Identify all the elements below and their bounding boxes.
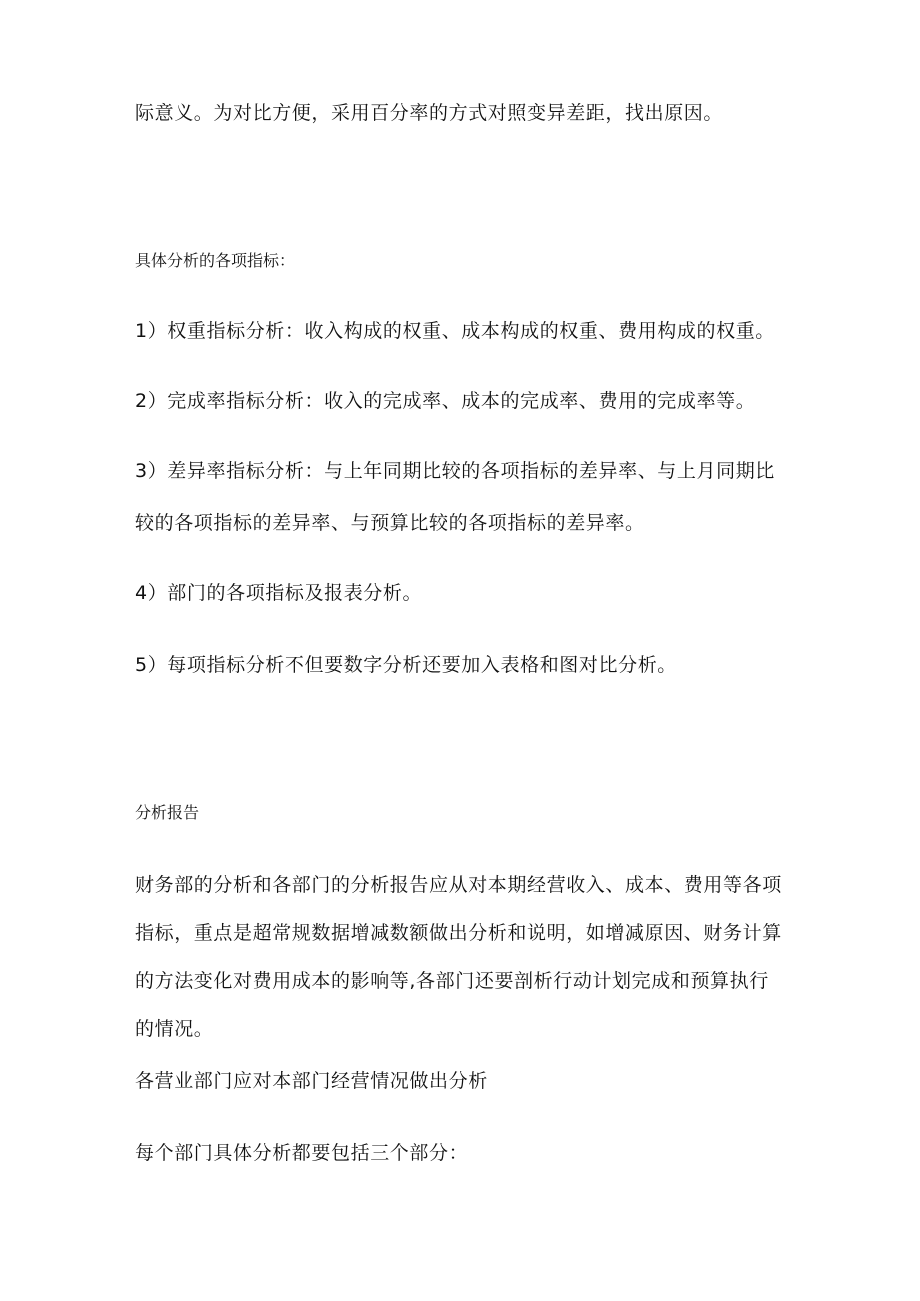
list-item-continuation: 较的各项指标的差异率、与预算比较的各项指标的差异率。 [135,512,645,534]
report-paragraph-line: 的方法变化对费用成本的影响等,各部门还要剖析行动计划完成和预算执行 [135,970,769,992]
list-item: 1）权重指标分析：收入构成的权重、成本构成的权重、费用构成的权重。 [135,320,775,342]
report-heading: 分析报告 [135,803,200,822]
list-item: 3）差异率指标分析：与上年同期比较的各项指标的差异率、与上月同期比 [135,460,775,482]
list-item: 2）完成率指标分析：收入的完成率、成本的完成率、费用的完成率等。 [135,390,756,412]
report-paragraph-line: 财务部的分析和各部门的分析报告应从对本期经营收入、成本、费用等各项 [135,874,782,896]
dept-line: 各营业部门应对本部门经营情况做出分析 [135,1070,488,1092]
intro-line: 际意义。为对比方便，采用百分率的方式对照变异差距，找出原因。 [135,102,724,124]
report-paragraph-line: 的情况。 [135,1018,214,1040]
report-paragraph-line: 指标，重点是超常规数据增减数额做出分析和说明，如增减原因、财务计算 [135,922,782,944]
final-line: 每个部门具体分析都要包括三个部分： [135,1142,469,1164]
list-item: 4）部门的各项指标及报表分析。 [135,582,423,604]
section-heading: 具体分析的各项指标： [135,251,296,270]
list-item: 5）每项指标分析不但要数字分析还要加入表格和图对比分析。 [135,654,677,676]
